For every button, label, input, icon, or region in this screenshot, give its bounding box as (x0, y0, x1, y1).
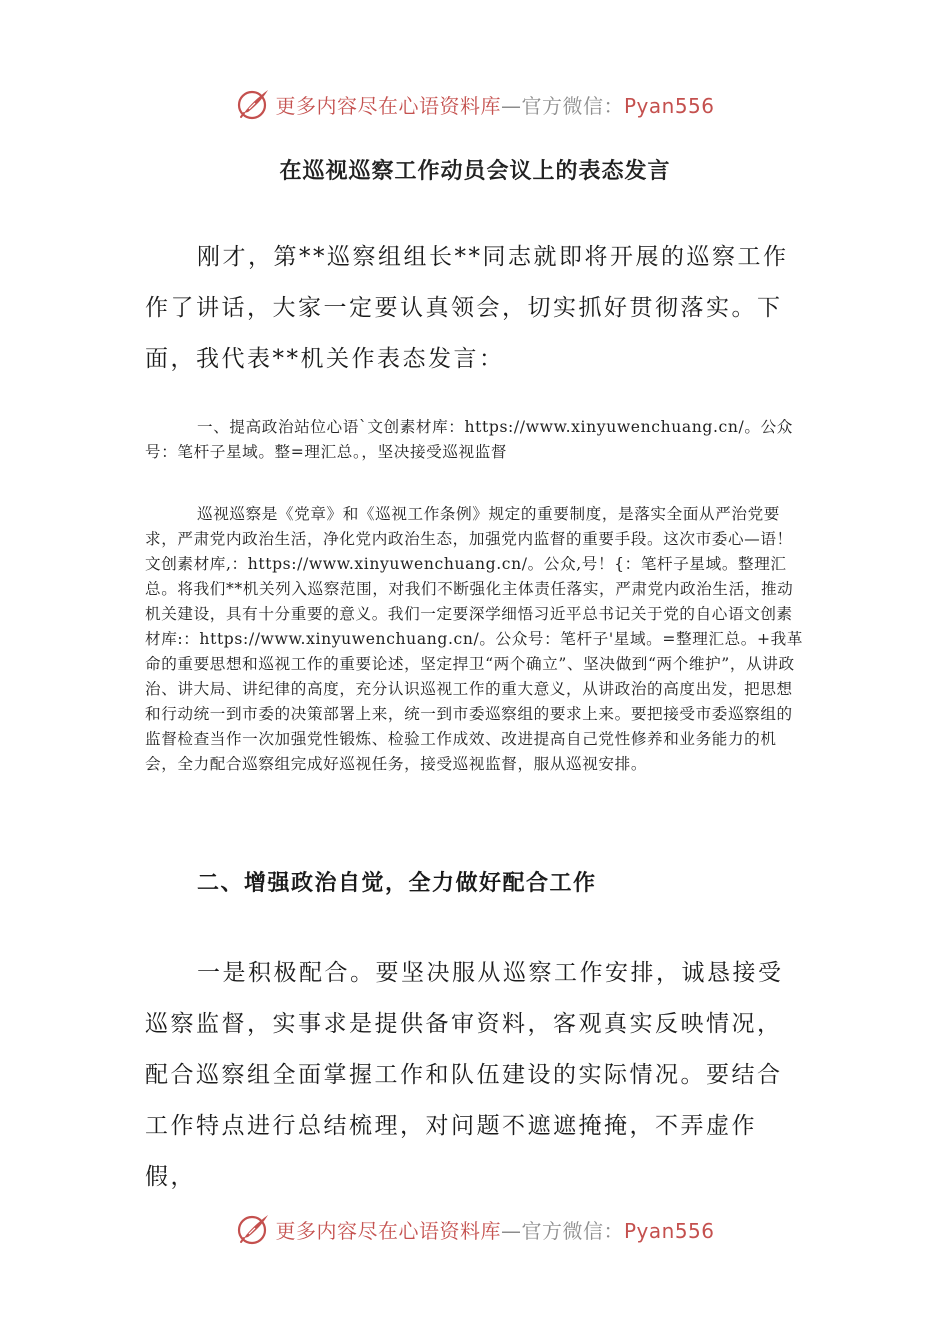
body-paragraph-4: 一是积极配合。要坚决服从巡察工作安排，诚恳接受巡察监督，实事求是提供备审资料，客观真实反映情况，配合巡察组全面掌握工作和队伍建设的实际情况。要结合工作特点进行总结梳理，对问题不遮遮掩掩，不弄虚作假， (145, 960, 784, 1190)
banner-suffix: 官方微信： (521, 1218, 624, 1243)
banner-wechat-id: Pyan556 (623, 93, 715, 118)
section-1-heading: 一、提高政治站位心语`文创素材库：https://www.xinyuwenchuang.cn/。公众号：笔杆子星域。整=理汇总。，坚决接受巡视监督 (145, 418, 793, 461)
footer-banner (0, 1207, 950, 1251)
banner-text (275, 90, 714, 119)
body-paragraph-3: 巡视巡察是《党章》和《巡视工作条例》规定的重要制度，是落实全面从严治党要求，严肃党内政治生活，净化党内政治生态，加强党内监督的重要手段。这次市委心—语！文创素材库,：https://www.xinyuwenchuang.cn/。公众,号！{：笔杆子星域。整理汇总。将我们**机关列入巡察范围，对我们不断强化主体责任落实，严肃党内政治生活，推动机关建设，具有十分重要的意义。我们一定要深学细悟习近平总书记关于党的自心语文创素材库:：https://www.xinyuwenchuang.cn/。公众号：笔杆子'星域。=整理汇总。+我革命的重要思想和巡视工作的重要论述，坚定捍卫“两个确立”、坚决做到“两个维护”，从讲政治、讲大局、讲纪律的高度，充分认识巡视工作的重大意义，从讲政治的高度出发，把思想和行动统一到市委的决策部署上来，统一到市委巡察组的要求上来。要把接受市委巡察组的监督检查当作一次加强党性锻炼、检验工作成效、改进提高自己党性修养和业务能力的机会，全力配合巡察组完成好巡视任务，接受巡视监督，服从巡视安排。 (145, 505, 804, 773)
banner-wechat-id: Pyan556 (623, 1218, 715, 1243)
banner-main: 更多内容尽在心语资料库 (275, 1218, 501, 1243)
banner-dash: — (500, 1218, 522, 1243)
banner-dash: — (500, 93, 522, 118)
quill-logo-icon (235, 1211, 271, 1247)
header-banner (0, 82, 950, 126)
page-title: 在巡视巡察工作动员会议上的表态发言 (279, 159, 671, 184)
section-2-heading: 二、增强政治自觉，全力做好配合工作 (197, 871, 597, 896)
body-paragraph-1: 刚才，第**巡察组组长**同志就即将开展的巡察工作作了讲话，大家一定要认真领会，切实抓好贯彻落实。下面，我代表**机关作表态发言： (145, 244, 789, 372)
banner-suffix: 官方微信： (521, 93, 624, 118)
banner-main: 更多内容尽在心语资料库 (275, 93, 501, 118)
banner-text (275, 1215, 714, 1244)
quill-logo-icon (235, 86, 271, 122)
